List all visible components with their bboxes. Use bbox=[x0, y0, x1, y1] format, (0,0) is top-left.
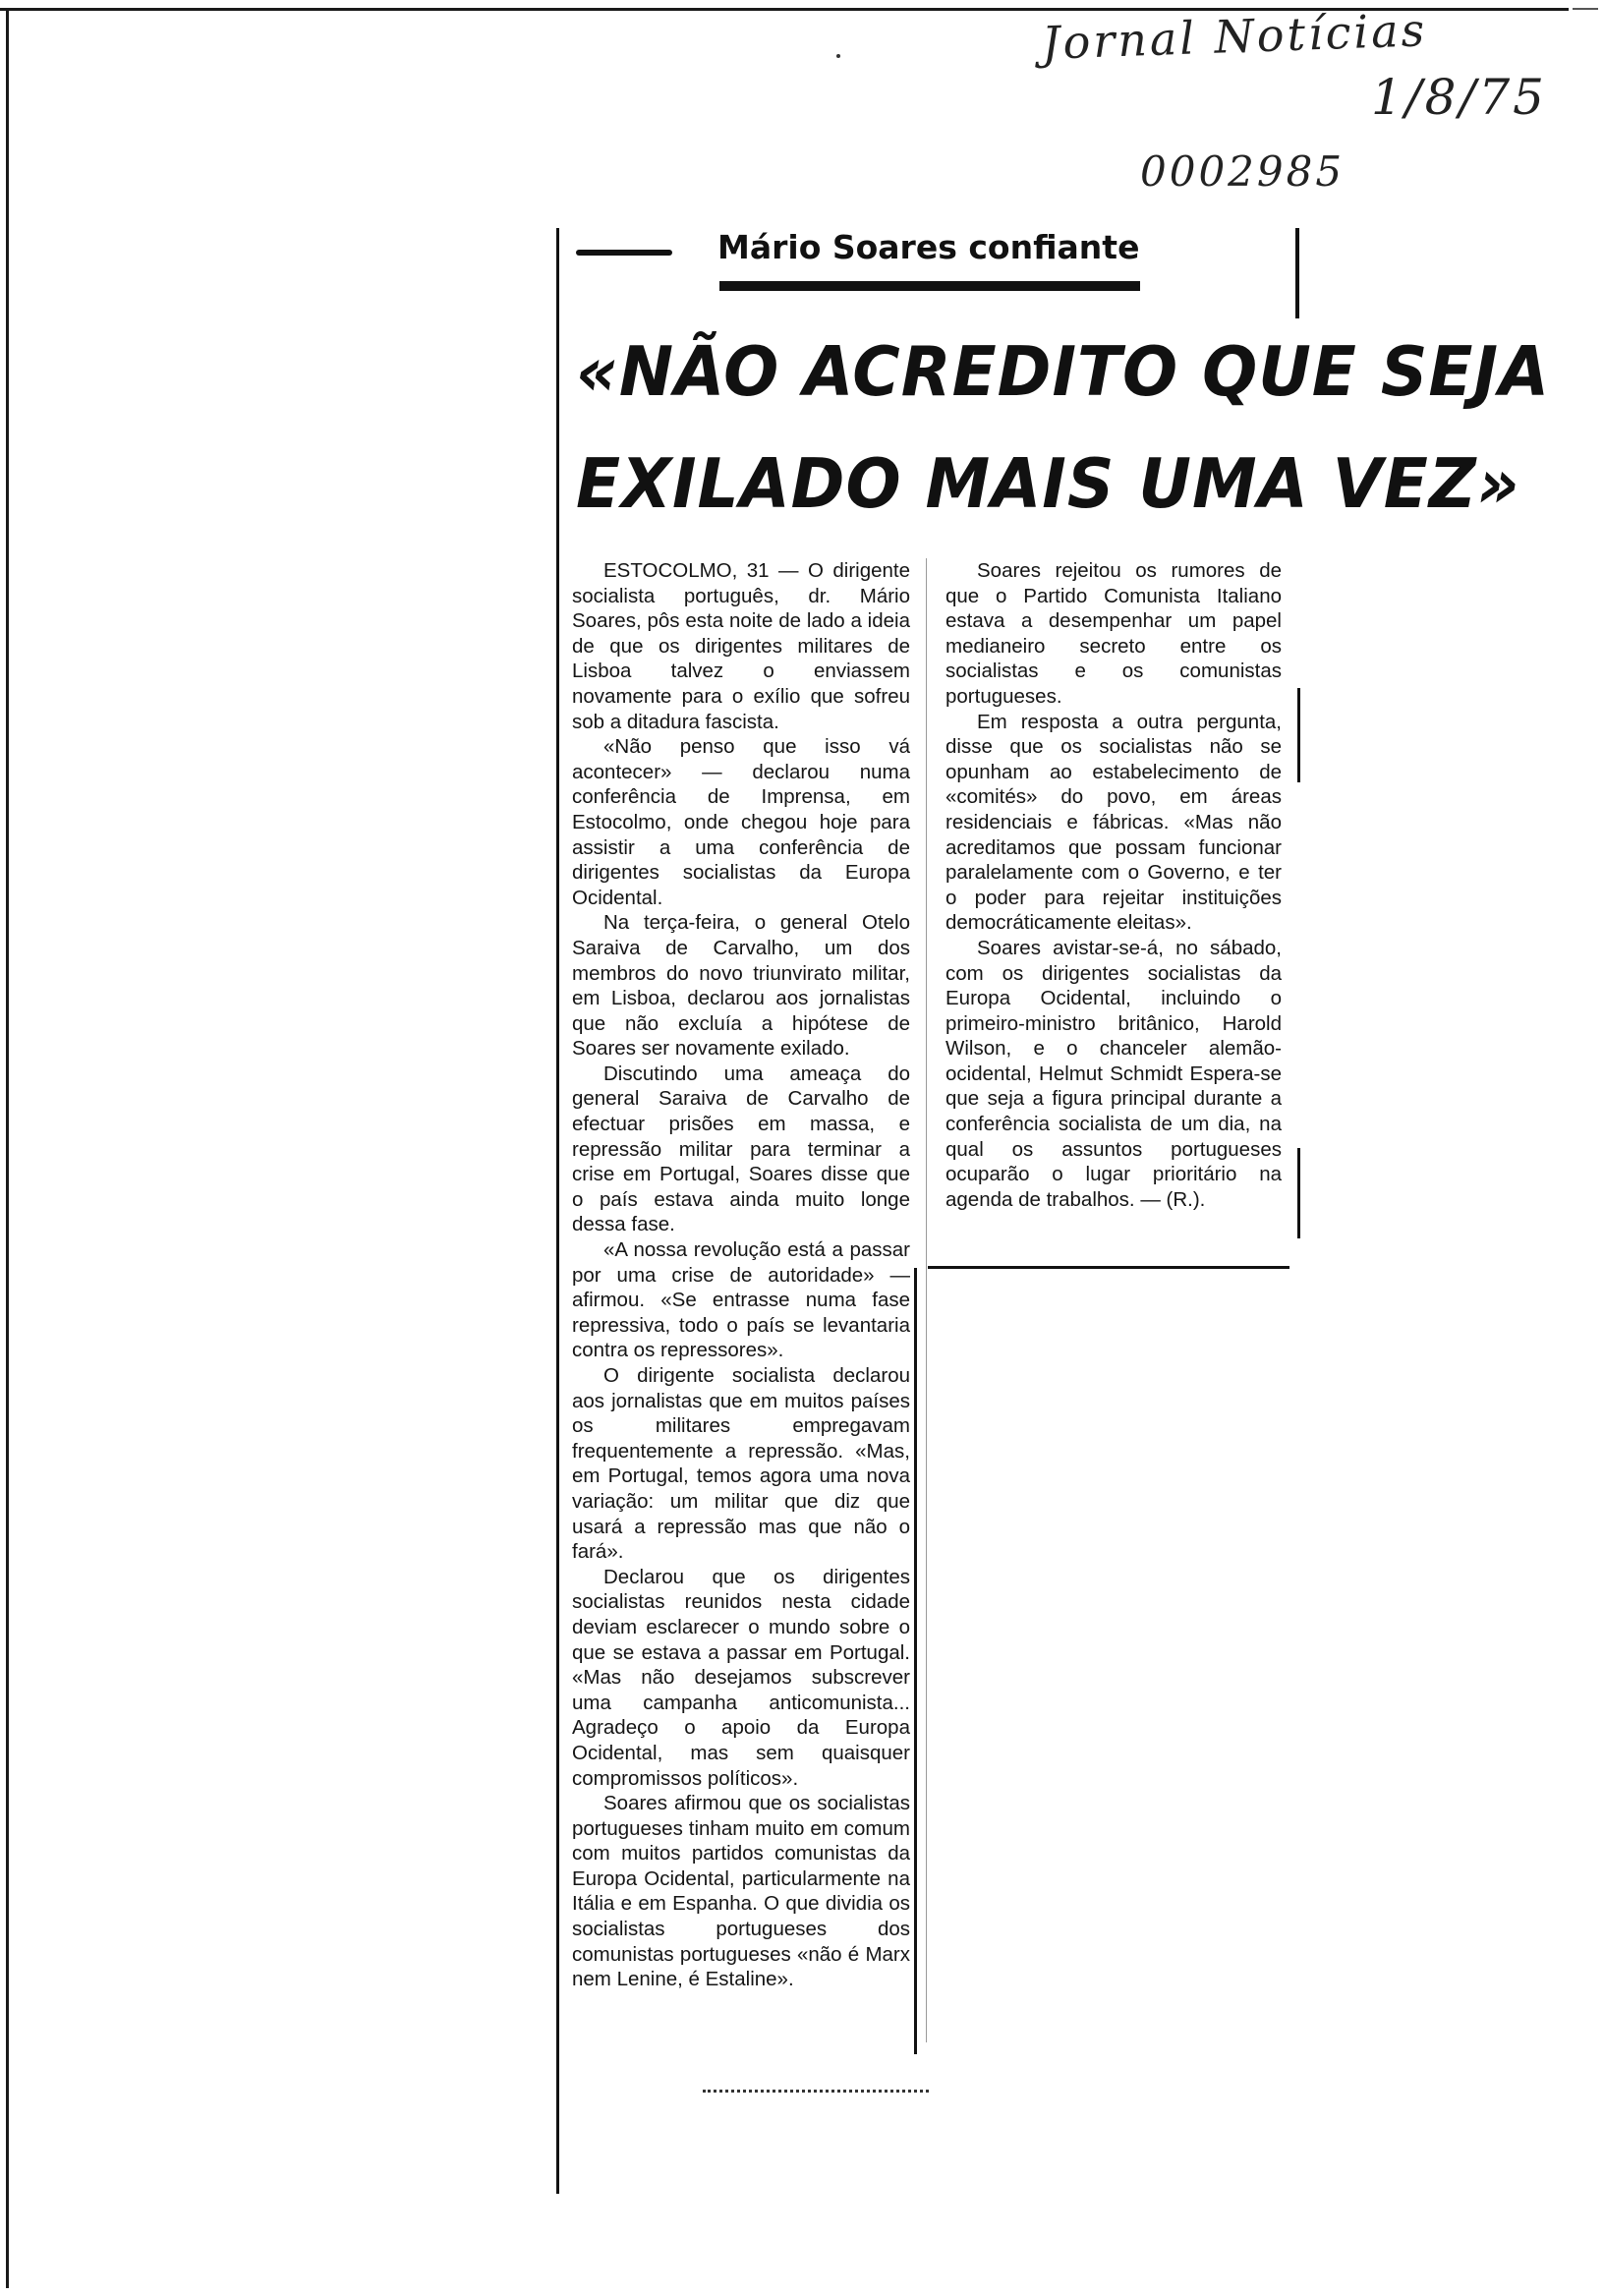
article-top-right-rule bbox=[1295, 228, 1299, 318]
article-kicker: Mário Soares confiante bbox=[717, 228, 1140, 266]
handwritten-archive-code: 0002985 bbox=[1140, 147, 1346, 196]
paragraph: Declarou que os dirigentes socialistas reunidos nesta cidade deviam esclarecer o mundo sobre o que se estava a passar em Portugal. «Mas não desejamos subscrever uma campanha anticomunista... Agradeço o apoio da Europa Ocidental, mas sem quaisquer compromissos políticos». bbox=[572, 1565, 910, 1790]
paragraph: Soares avistar-se-á, no sábado, com os dirigentes socialistas da Europa Ocidental, incluindo o primeiro-ministro britânico, Harold Wilson, e o chanceler alemão-ocidental, Helmut Schmidt Espera-se que seja a figura principal durante a conferência socialista de um dia, na qual os assuntos portugueses ocuparão o lugar prioritário na agenda de trabalhos. — (R.). bbox=[945, 936, 1282, 1211]
paragraph: «Não penso que isso vá acontecer» — declarou numa conferência de Imprensa, em Estocolmo, onde chegou hoje para assistir a uma conferência de dirigentes socialistas da Europa Ocidental. bbox=[572, 735, 910, 909]
article-end-dotted-rule bbox=[703, 2090, 929, 2093]
kicker-dash bbox=[576, 250, 672, 256]
column-divider bbox=[926, 558, 927, 2042]
kicker-underline bbox=[719, 281, 1140, 291]
paragraph: Na terça-feira, o general Otelo Saraiva de Carvalho, um dos membros do novo triunvirato militar, em Lisboa, declarou aos jornalistas que não excluía a hipótese de Soares ser novamente exilado. bbox=[572, 911, 910, 1061]
handwritten-date: 1/8/75 bbox=[1371, 69, 1547, 126]
paragraph: Em resposta a outra pergunta, disse que os socialistas não se opunham ao estabelecimento de «comités» do povo, em áreas residenciais e fábricas. «Mas não acreditamos que possam funcionar paralelamente com o Governo, e ter o poder para rejeitar instituições democráticamente eleitas». bbox=[945, 710, 1282, 935]
paragraph: Discutindo uma ameaça do general Saraiva de Carvalho de efectuar prisões em massa, e repressão militar para terminar a crise em Portugal, Soares disse que o país estava ainda muito longe dessa fase. bbox=[572, 1062, 910, 1236]
scan-edge-mark bbox=[1573, 8, 1598, 10]
headline-line-1: «NÃO ACREDITO QUE SEJA bbox=[576, 332, 1551, 412]
paragraph: «A nossa revolução está a passar por uma crise de autoridade» — afirmou. «Se entrasse numa fase repressiva, todo o país se levantaria contra os repressores». bbox=[572, 1238, 910, 1362]
scan-border-left bbox=[6, 8, 9, 2288]
column-side-mark bbox=[1297, 1148, 1300, 1238]
paragraph: Soares afirmou que os socialistas portugueses tinham muito em comum com muitos partidos comunistas da Europa Ocidental, particularmente na Itália e em Espanha. O que dividia os socialistas portugueses dos comunistas portugueses «não é Marx nem Lenine, é Estaline». bbox=[572, 1792, 910, 1991]
article-left-rule bbox=[556, 228, 559, 2194]
left-column-end-rule bbox=[914, 1268, 917, 2054]
paragraph: ESTOCOLMO, 31 — O dirigente socialista português, dr. Mário Soares, pôs esta noite de lado a ideia de que os dirigentes militares de Lisboa talvez o enviassem novamente para o exílio que sofreu sob a ditadura fascista. bbox=[572, 559, 910, 733]
column-side-mark bbox=[1297, 688, 1300, 782]
paragraph: O dirigente socialista declarou aos jornalistas que em muitos países os militares empregavam frequentemente a repressão. «Mas, em Portugal, temos agora uma nova variação: um militar que diz que usará a repressão mas que não o fará». bbox=[572, 1364, 910, 1564]
handwritten-source-note: Jornal Notícias bbox=[1041, 3, 1428, 70]
article-column-right bbox=[945, 558, 1282, 1212]
article-column-left bbox=[572, 558, 910, 1992]
right-column-end-rule bbox=[928, 1266, 1289, 1269]
headline-line-2: EXILADO MAIS UMA VEZ» bbox=[576, 444, 1520, 524]
scan-speck bbox=[836, 54, 840, 58]
paragraph: Soares rejeitou os rumores de que o Partido Comunista Italiano estava a desempenhar um papel medianeiro secreto entre os socialistas e os comunistas portugueses. bbox=[945, 559, 1282, 708]
